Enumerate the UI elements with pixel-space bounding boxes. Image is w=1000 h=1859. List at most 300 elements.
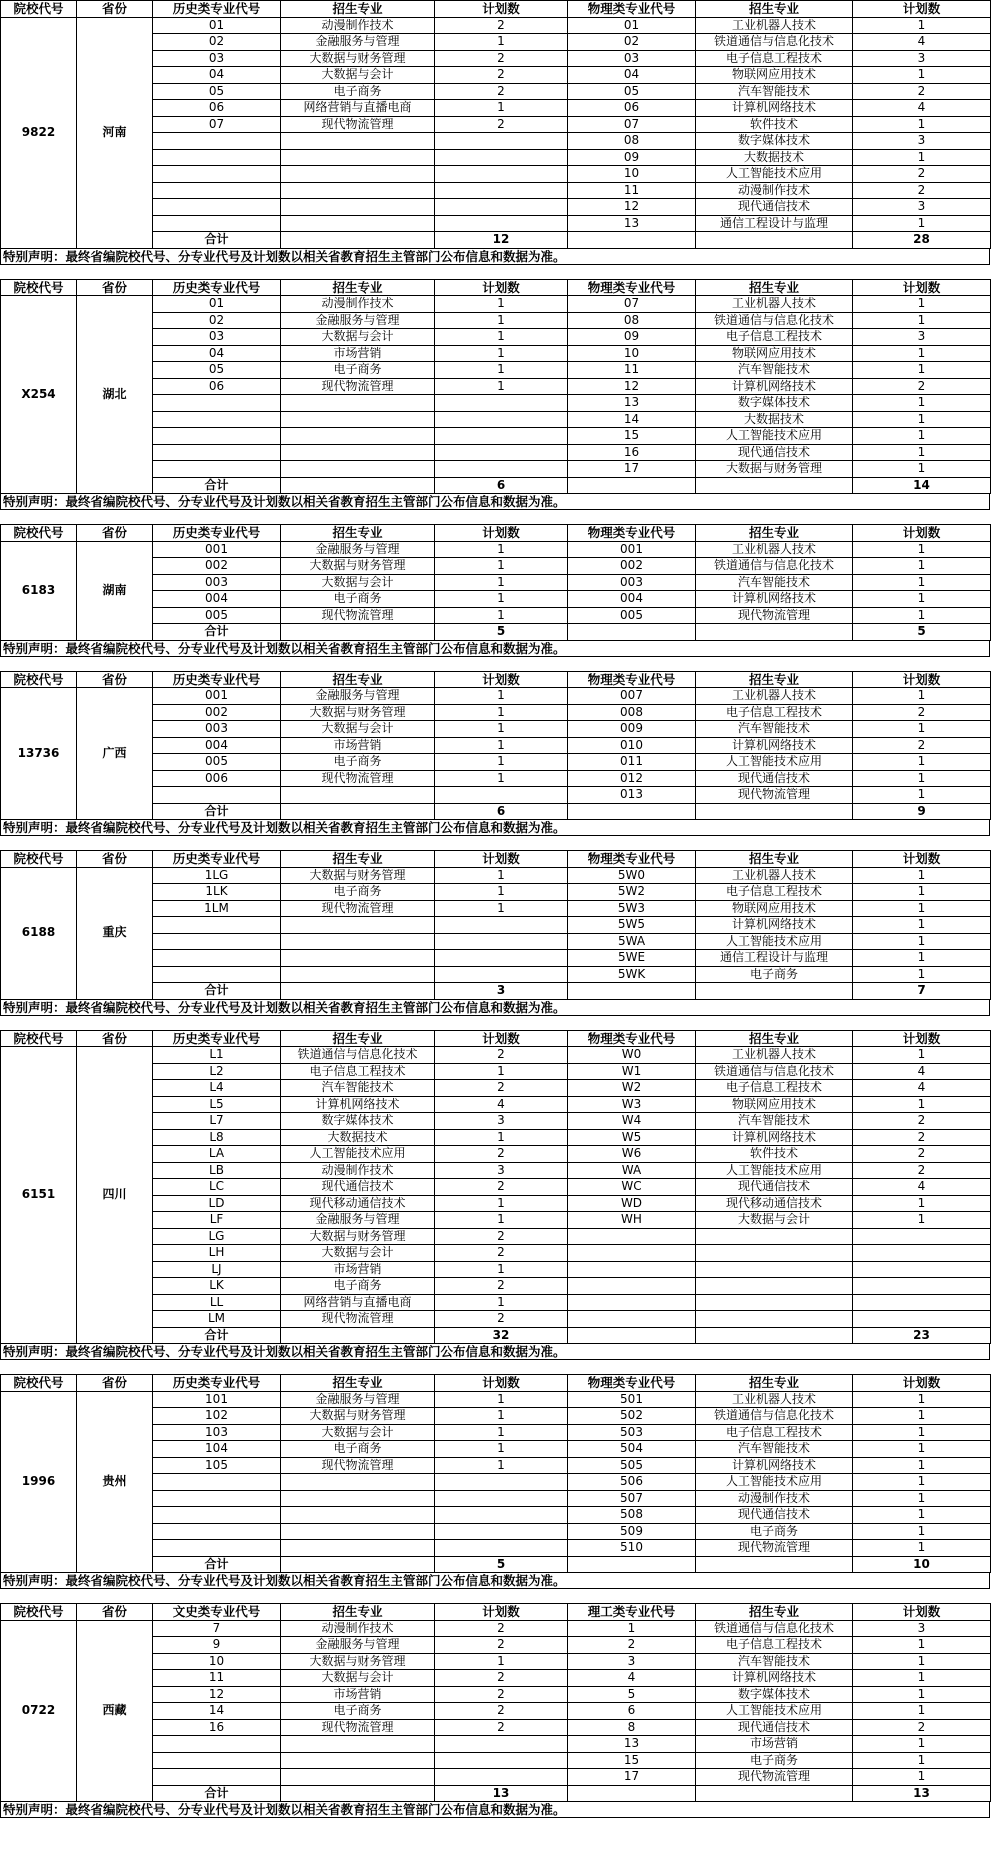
history-major-name: 电子商务	[281, 1441, 435, 1458]
history-plan-count: 1	[435, 1063, 568, 1080]
column-header: 计划数	[853, 1375, 991, 1392]
province-plan-table	[0, 1603, 991, 1802]
history-major-code: LF	[153, 1212, 281, 1229]
province-plan-table	[0, 671, 991, 821]
column-header: 院校代号	[1, 1375, 77, 1392]
physics-plan-count: 2	[853, 737, 991, 754]
history-total: 3	[435, 983, 568, 1000]
physics-major-code: 013	[568, 787, 696, 804]
history-major-name	[281, 950, 435, 967]
history-major-name: 网络营销与直播电商	[281, 1294, 435, 1311]
physics-major-code: 13	[568, 215, 696, 232]
history-major-code: 12	[153, 1686, 281, 1703]
history-major-name	[281, 149, 435, 166]
physics-plan-count: 4	[853, 1080, 991, 1097]
column-header: 招生专业	[696, 1, 853, 18]
physics-plan-count: 3	[853, 199, 991, 216]
history-major-code	[153, 215, 281, 232]
total-blank	[696, 232, 853, 249]
history-plan-count: 1	[435, 574, 568, 591]
history-plan-count: 1	[435, 1441, 568, 1458]
history-major-code: LK	[153, 1278, 281, 1295]
column-header: 招生专业	[281, 1030, 435, 1047]
history-plan-count: 1	[435, 721, 568, 738]
physics-plan-count: 1	[853, 1703, 991, 1720]
column-header: 招生专业	[696, 1375, 853, 1392]
history-total: 5	[435, 624, 568, 641]
total-blank	[568, 624, 696, 641]
history-plan-count	[435, 166, 568, 183]
physics-major-name	[696, 1278, 853, 1295]
history-plan-count	[435, 461, 568, 478]
history-plan-count: 1	[435, 737, 568, 754]
column-header: 文史类专业代号	[153, 1604, 281, 1621]
physics-major-code: 3	[568, 1653, 696, 1670]
history-plan-count: 1	[435, 378, 568, 395]
column-header: 计划数	[435, 525, 568, 542]
history-major-name: 电子商务	[281, 362, 435, 379]
total-label: 合计	[153, 983, 281, 1000]
physics-major-code: 011	[568, 754, 696, 771]
physics-plan-count: 1	[853, 591, 991, 608]
history-major-name: 市场营销	[281, 737, 435, 754]
physics-major-name: 人工智能技术应用	[696, 166, 853, 183]
history-major-name: 大数据与会计	[281, 1670, 435, 1687]
physics-plan-count: 1	[853, 574, 991, 591]
physics-plan-count: 1	[853, 1686, 991, 1703]
province-plan-table	[0, 1030, 991, 1345]
physics-major-name: 工业机器人技术	[696, 17, 853, 34]
column-header: 历史类专业代号	[153, 851, 281, 868]
history-major-name: 金融服务与管理	[281, 1637, 435, 1654]
history-major-name: 数字媒体技术	[281, 1113, 435, 1130]
total-label: 合计	[153, 624, 281, 641]
history-major-code	[153, 950, 281, 967]
history-major-code: 1LG	[153, 867, 281, 884]
history-plan-count: 2	[435, 1311, 568, 1328]
section-gap	[0, 510, 1000, 524]
physics-major-name	[696, 1261, 853, 1278]
physics-major-name: 大数据技术	[696, 149, 853, 166]
history-plan-count: 1	[435, 1261, 568, 1278]
column-header: 省份	[77, 525, 153, 542]
history-plan-count	[435, 933, 568, 950]
physics-major-name: 汽车智能技术	[696, 362, 853, 379]
history-major-name: 网络营销与直播电商	[281, 100, 435, 117]
physics-major-name: 工业机器人技术	[696, 688, 853, 705]
physics-major-code: 5W3	[568, 900, 696, 917]
physics-major-code	[568, 1278, 696, 1295]
history-major-code	[153, 917, 281, 934]
history-major-name: 动漫制作技术	[281, 1620, 435, 1637]
history-major-name: 电子商务	[281, 884, 435, 901]
header-row	[1, 1030, 991, 1047]
history-plan-count: 2	[435, 1228, 568, 1245]
physics-major-name: 物联网应用技术	[696, 345, 853, 362]
history-major-code: LG	[153, 1228, 281, 1245]
history-major-code: 02	[153, 34, 281, 51]
column-header: 招生专业	[696, 525, 853, 542]
history-major-code	[153, 166, 281, 183]
history-major-code: 006	[153, 770, 281, 787]
physics-plan-count: 2	[853, 1129, 991, 1146]
physics-major-name: 市场营销	[696, 1736, 853, 1753]
history-major-name	[281, 933, 435, 950]
header-row	[1, 279, 991, 296]
history-total: 6	[435, 477, 568, 494]
physics-major-name: 计算机网络技术	[696, 1129, 853, 1146]
column-header: 计划数	[853, 1604, 991, 1621]
history-major-code: L8	[153, 1129, 281, 1146]
physics-major-code: 02	[568, 34, 696, 51]
physics-major-code: 008	[568, 704, 696, 721]
column-header: 计划数	[435, 1604, 568, 1621]
physics-plan-count: 1	[853, 1474, 991, 1491]
physics-plan-count: 1	[853, 116, 991, 133]
history-major-name	[281, 411, 435, 428]
history-major-code: LB	[153, 1162, 281, 1179]
physics-major-name: 电子商务	[696, 966, 853, 983]
column-header: 招生专业	[696, 851, 853, 868]
history-plan-count: 2	[435, 1703, 568, 1720]
physics-major-code: 5WE	[568, 950, 696, 967]
physics-major-name: 数字媒体技术	[696, 395, 853, 412]
physics-plan-count: 2	[853, 1162, 991, 1179]
physics-major-name: 现代通信技术	[696, 199, 853, 216]
column-header: 招生专业	[696, 279, 853, 296]
history-total: 13	[435, 1785, 568, 1802]
column-header: 历史类专业代号	[153, 279, 281, 296]
physics-major-name: 铁道通信与信息化技术	[696, 1408, 853, 1425]
physics-major-code: 12	[568, 199, 696, 216]
total-blank	[281, 232, 435, 249]
column-header: 省份	[77, 1030, 153, 1047]
physics-plan-count: 4	[853, 34, 991, 51]
province-plan-table	[0, 279, 991, 495]
physics-major-name: 电子信息工程技术	[696, 884, 853, 901]
history-major-name: 电子信息工程技术	[281, 1063, 435, 1080]
history-plan-count	[435, 1474, 568, 1491]
physics-major-code: 04	[568, 67, 696, 84]
physics-major-code: 13	[568, 395, 696, 412]
physics-plan-count: 1	[853, 1670, 991, 1687]
total-blank	[568, 803, 696, 820]
history-major-code	[153, 411, 281, 428]
physics-major-name: 物联网应用技术	[696, 67, 853, 84]
history-major-code: LA	[153, 1146, 281, 1163]
column-header: 计划数	[435, 1, 568, 18]
column-header: 招生专业	[281, 851, 435, 868]
header-row	[1, 1604, 991, 1621]
history-plan-count: 1	[435, 1457, 568, 1474]
physics-major-code: 001	[568, 541, 696, 558]
section-gap	[0, 1589, 1000, 1603]
physics-major-name: 现代物流管理	[696, 787, 853, 804]
table-row	[1, 17, 991, 34]
physics-major-name: 铁道通信与信息化技术	[696, 1620, 853, 1637]
total-label: 合计	[153, 1327, 281, 1344]
history-major-name: 大数据与财务管理	[281, 1653, 435, 1670]
physics-major-name: 汽车智能技术	[696, 721, 853, 738]
section-gap	[0, 265, 1000, 279]
history-major-code: 005	[153, 754, 281, 771]
column-header: 招生专业	[281, 671, 435, 688]
history-plan-count: 1	[435, 770, 568, 787]
history-major-code	[153, 182, 281, 199]
history-major-code	[153, 395, 281, 412]
physics-plan-count: 1	[853, 1769, 991, 1786]
physics-major-name: 数字媒体技术	[696, 133, 853, 150]
history-plan-count	[435, 1523, 568, 1540]
history-major-code: 06	[153, 100, 281, 117]
history-major-name: 金融服务与管理	[281, 1212, 435, 1229]
school-code: 13736	[1, 688, 77, 820]
history-major-code: L7	[153, 1113, 281, 1130]
physics-plan-count: 3	[853, 133, 991, 150]
history-major-name: 现代物流管理	[281, 378, 435, 395]
history-plan-count: 2	[435, 1620, 568, 1637]
physics-major-name: 铁道通信与信息化技术	[696, 1063, 853, 1080]
physics-major-code: 502	[568, 1408, 696, 1425]
history-major-code	[153, 428, 281, 445]
header-row	[1, 851, 991, 868]
history-major-name: 大数据与财务管理	[281, 50, 435, 67]
column-header: 计划数	[435, 1375, 568, 1392]
table-row	[1, 1047, 991, 1064]
physics-major-code: 09	[568, 329, 696, 346]
physics-major-name: 现代通信技术	[696, 1179, 853, 1196]
total-label: 合计	[153, 803, 281, 820]
column-header: 省份	[77, 1604, 153, 1621]
history-total: 5	[435, 1556, 568, 1573]
total-blank	[696, 624, 853, 641]
physics-plan-count: 2	[853, 1146, 991, 1163]
history-major-name: 金融服务与管理	[281, 1391, 435, 1408]
physics-total: 23	[853, 1327, 991, 1344]
history-major-name: 大数据与财务管理	[281, 867, 435, 884]
history-major-code	[153, 444, 281, 461]
history-plan-count	[435, 149, 568, 166]
history-major-code	[153, 461, 281, 478]
physics-major-code: 1	[568, 1620, 696, 1637]
physics-major-code: 007	[568, 688, 696, 705]
province-plan-table	[0, 850, 991, 1000]
province-name: 四川	[77, 1047, 153, 1344]
column-header: 物理类专业代号	[568, 851, 696, 868]
physics-major-code: 07	[568, 116, 696, 133]
special-statement: 特别声明：最终省编院校代号、分专业代号及计划数以相关省教育招生主管部门公布信息和数据为准。	[0, 1000, 990, 1016]
physics-major-name: 工业机器人技术	[696, 1391, 853, 1408]
history-total: 6	[435, 803, 568, 820]
history-major-code: 10	[153, 1653, 281, 1670]
history-major-name: 现代物流管理	[281, 1457, 435, 1474]
section-gap	[0, 657, 1000, 671]
physics-plan-count: 4	[853, 1063, 991, 1080]
physics-total: 13	[853, 1785, 991, 1802]
history-major-code: 105	[153, 1457, 281, 1474]
history-plan-count	[435, 215, 568, 232]
history-major-name	[281, 182, 435, 199]
history-major-code: 04	[153, 345, 281, 362]
history-major-name: 现代物流管理	[281, 1311, 435, 1328]
history-plan-count: 2	[435, 1047, 568, 1064]
header-row	[1, 525, 991, 542]
total-blank	[696, 477, 853, 494]
history-plan-count: 2	[435, 1670, 568, 1687]
physics-major-code: W1	[568, 1063, 696, 1080]
physics-major-name: 现代物流管理	[696, 1540, 853, 1557]
total-blank	[696, 803, 853, 820]
physics-total: 5	[853, 624, 991, 641]
physics-major-code: 06	[568, 100, 696, 117]
history-plan-count	[435, 1752, 568, 1769]
physics-major-code: 503	[568, 1424, 696, 1441]
physics-plan-count: 1	[853, 754, 991, 771]
physics-major-name: 人工智能技术应用	[696, 1474, 853, 1491]
physics-major-code: WA	[568, 1162, 696, 1179]
physics-major-code	[568, 1311, 696, 1328]
physics-major-name: 计算机网络技术	[696, 591, 853, 608]
total-label: 合计	[153, 1785, 281, 1802]
physics-plan-count: 1	[853, 917, 991, 934]
physics-major-code: 09	[568, 149, 696, 166]
history-major-code	[153, 1736, 281, 1753]
physics-major-code: 005	[568, 607, 696, 624]
physics-plan-count: 2	[853, 182, 991, 199]
section-gap	[0, 1360, 1000, 1374]
physics-major-code: 510	[568, 1540, 696, 1557]
total-blank	[568, 232, 696, 249]
history-major-code	[153, 933, 281, 950]
history-major-code: LD	[153, 1195, 281, 1212]
physics-major-code: 11	[568, 362, 696, 379]
school-code: 1996	[1, 1391, 77, 1573]
history-major-code: 002	[153, 704, 281, 721]
physics-plan-count: 1	[853, 461, 991, 478]
physics-plan-count: 3	[853, 1620, 991, 1637]
physics-major-code: 16	[568, 444, 696, 461]
column-header: 历史类专业代号	[153, 1375, 281, 1392]
history-major-name	[281, 1507, 435, 1524]
history-major-name: 大数据与会计	[281, 721, 435, 738]
physics-plan-count: 1	[853, 1047, 991, 1064]
physics-plan-count: 1	[853, 362, 991, 379]
history-plan-count: 2	[435, 1245, 568, 1262]
history-major-code: 07	[153, 116, 281, 133]
history-major-code: 001	[153, 541, 281, 558]
column-header: 计划数	[853, 851, 991, 868]
total-blank	[696, 983, 853, 1000]
column-header: 理工类专业代号	[568, 1604, 696, 1621]
history-plan-count: 4	[435, 1096, 568, 1113]
physics-major-name: 计算机网络技术	[696, 100, 853, 117]
history-major-code: LM	[153, 1311, 281, 1328]
physics-plan-count: 1	[853, 215, 991, 232]
history-plan-count: 1	[435, 1408, 568, 1425]
column-header: 历史类专业代号	[153, 525, 281, 542]
physics-major-code: 12	[568, 378, 696, 395]
history-plan-count: 2	[435, 50, 568, 67]
column-header: 招生专业	[696, 671, 853, 688]
history-major-name: 大数据与会计	[281, 67, 435, 84]
physics-major-code: 15	[568, 1752, 696, 1769]
physics-major-name: 汽车智能技术	[696, 1113, 853, 1130]
column-header: 招生专业	[696, 1604, 853, 1621]
physics-major-name: 电子商务	[696, 1523, 853, 1540]
column-header: 省份	[77, 671, 153, 688]
total-blank	[281, 1327, 435, 1344]
physics-major-code: 509	[568, 1523, 696, 1540]
physics-plan-count: 1	[853, 1391, 991, 1408]
history-major-name: 动漫制作技术	[281, 296, 435, 313]
physics-major-code: 05	[568, 83, 696, 100]
physics-plan-count: 4	[853, 100, 991, 117]
physics-major-name: 现代物流管理	[696, 607, 853, 624]
history-major-code	[153, 133, 281, 150]
history-plan-count: 1	[435, 296, 568, 313]
physics-major-name: 铁道通信与信息化技术	[696, 558, 853, 575]
total-blank	[568, 983, 696, 1000]
history-major-code	[153, 1474, 281, 1491]
physics-plan-count: 1	[853, 1540, 991, 1557]
history-plan-count	[435, 411, 568, 428]
column-header: 院校代号	[1, 1604, 77, 1621]
history-plan-count: 1	[435, 362, 568, 379]
column-header: 计划数	[435, 1030, 568, 1047]
physics-major-code: W6	[568, 1146, 696, 1163]
table-row	[1, 296, 991, 313]
physics-major-code: 2	[568, 1637, 696, 1654]
school-code: 6183	[1, 541, 77, 640]
history-plan-count: 2	[435, 1637, 568, 1654]
physics-plan-count: 1	[853, 1195, 991, 1212]
history-major-code: 03	[153, 50, 281, 67]
physics-major-name: 汽车智能技术	[696, 83, 853, 100]
history-major-code	[153, 149, 281, 166]
history-plan-count	[435, 1540, 568, 1557]
physics-major-code: 5	[568, 1686, 696, 1703]
history-major-name: 现代物流管理	[281, 1719, 435, 1736]
physics-major-code: W4	[568, 1113, 696, 1130]
history-plan-count: 1	[435, 558, 568, 575]
physics-major-code: 01	[568, 17, 696, 34]
history-plan-count: 2	[435, 1146, 568, 1163]
column-header: 计划数	[435, 671, 568, 688]
physics-major-code: 003	[568, 574, 696, 591]
history-major-code	[153, 1540, 281, 1557]
physics-major-name: 电子信息工程技术	[696, 1637, 853, 1654]
history-plan-count: 1	[435, 688, 568, 705]
history-major-name	[281, 461, 435, 478]
history-plan-count: 3	[435, 1162, 568, 1179]
physics-major-name: 动漫制作技术	[696, 1490, 853, 1507]
physics-major-name: 数字媒体技术	[696, 1686, 853, 1703]
history-plan-count	[435, 1736, 568, 1753]
column-header: 院校代号	[1, 279, 77, 296]
physics-plan-count: 1	[853, 1096, 991, 1113]
history-major-name: 现代物流管理	[281, 607, 435, 624]
column-header: 物理类专业代号	[568, 1030, 696, 1047]
physics-major-name: 电子信息工程技术	[696, 1424, 853, 1441]
history-major-name: 大数据与财务管理	[281, 558, 435, 575]
physics-plan-count: 1	[853, 395, 991, 412]
history-major-name: 电子商务	[281, 1278, 435, 1295]
history-major-name: 金融服务与管理	[281, 541, 435, 558]
history-plan-count: 1	[435, 1653, 568, 1670]
physics-plan-count: 2	[853, 378, 991, 395]
physics-major-name: 铁道通信与信息化技术	[696, 34, 853, 51]
history-major-code: 101	[153, 1391, 281, 1408]
